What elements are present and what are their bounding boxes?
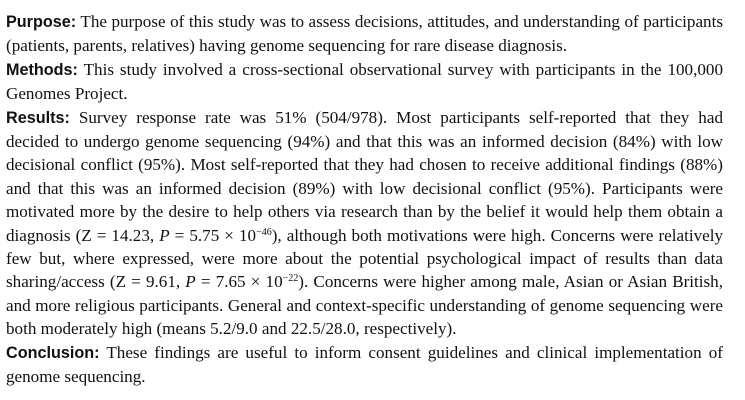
p-value-symbol: P [159, 225, 170, 245]
results-paragraph [6, 106, 723, 341]
abstract [6, 10, 723, 389]
methods-text: This study involved a cross-sectional observational survey with participants in the 100,000 Genomes Project. [6, 59, 723, 104]
conclusion-text: These findings are useful to inform consent guidelines and clinical implementation of genome sequencing. [6, 342, 723, 387]
p-value-symbol: P [185, 272, 196, 292]
conclusion-label: Conclusion: [6, 343, 100, 362]
results-text-2: = 5.75 × 10 [169, 225, 257, 245]
results-text-4: = 7.65 × 10 [195, 272, 283, 292]
exponent: −22 [282, 273, 299, 285]
methods-label: Methods: [6, 60, 78, 79]
results-text-1: Survey response rate was 51% (504/978). Most participants self-reported that they had decided to undergo genome sequencing (94%) and that this was an informed decision (84%) with low decisional conflict (95%). Most self-reported that they had chosen to receive additional findings (88%) and that this was an informed decision (89%) with low decisional conflict (95%). Participants were motivated more by the desire to help others via research than by the belief it would help them obtain a diagnosis (Z = 14.23, [6, 107, 723, 245]
purpose-label: Purpose: [6, 13, 77, 31]
purpose-paragraph [6, 10, 723, 58]
results-text-5: ). Concerns were higher among male, Asian or Asian British, and more religious participants. General and context-specific understanding of genome sequencing were both moderately high (means 5.2/9.0 and 22.5/28.0, respectively). [6, 272, 724, 339]
conclusion-paragraph [6, 341, 723, 389]
purpose-text: The purpose of this study was to assess decisions, attitudes, and understanding of participants (patients, parents, relatives) having genome sequencing for rare disease diagnosis. [6, 12, 723, 56]
methods-paragraph [6, 58, 723, 106]
exponent: −46 [256, 226, 272, 238]
results-text-3: ), although both motivations were high. Concerns were relatively few but, where expressed, were more about the potential psychological impact of results than data sharing/access (Z = 9.61, [6, 225, 723, 292]
results-label: Results: [6, 108, 70, 127]
